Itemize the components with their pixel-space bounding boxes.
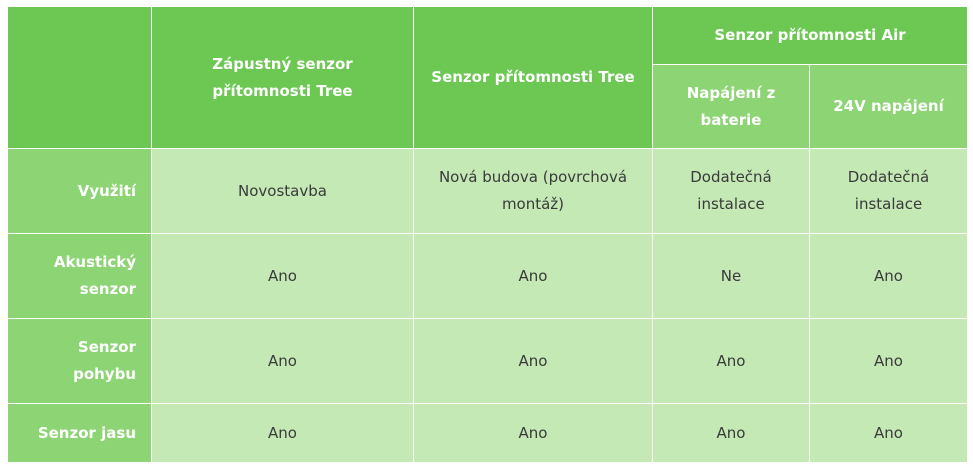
table-cell: Ano xyxy=(653,404,810,463)
table-cell: Ano xyxy=(414,319,653,404)
table-cell: Nová budova (povrchová montáž) xyxy=(414,149,653,234)
table-cell: Ano xyxy=(810,234,968,319)
table-cell: Novostavba xyxy=(152,149,414,234)
table-cell: Ano xyxy=(152,234,414,319)
header-corner xyxy=(8,7,152,149)
table-row xyxy=(8,404,968,463)
table-cell: Ano xyxy=(414,234,653,319)
header-recessed-tree-sensor: Zápustný senzor přítomnosti Tree xyxy=(152,7,414,149)
table-cell: Ano xyxy=(653,319,810,404)
row-label-acoustic-sensor: Akustický senzor xyxy=(8,234,152,319)
table-cell: Dodatečná instalace xyxy=(810,149,968,234)
row-label-usage: Využití xyxy=(8,149,152,234)
table-cell: Dodatečná instalace xyxy=(653,149,810,234)
table-cell: Ano xyxy=(810,404,968,463)
header-battery-power: Napájení z baterie xyxy=(653,65,810,149)
table-row xyxy=(8,149,968,234)
table-row xyxy=(8,234,968,319)
header-24v-power: 24V napájení xyxy=(810,65,968,149)
table-cell: Ne xyxy=(653,234,810,319)
header-tree-sensor: Senzor přítomnosti Tree xyxy=(414,7,653,149)
table-cell: Ano xyxy=(414,404,653,463)
row-label-motion-sensor: Senzor pohybu xyxy=(8,319,152,404)
table-row xyxy=(8,319,968,404)
table-cell: Ano xyxy=(810,319,968,404)
row-label-light-sensor: Senzor jasu xyxy=(8,404,152,463)
table-cell: Ano xyxy=(152,319,414,404)
table-cell: Ano xyxy=(152,404,414,463)
comparison-table xyxy=(7,6,968,463)
header-air-sensor-group: Senzor přítomnosti Air xyxy=(653,7,968,65)
